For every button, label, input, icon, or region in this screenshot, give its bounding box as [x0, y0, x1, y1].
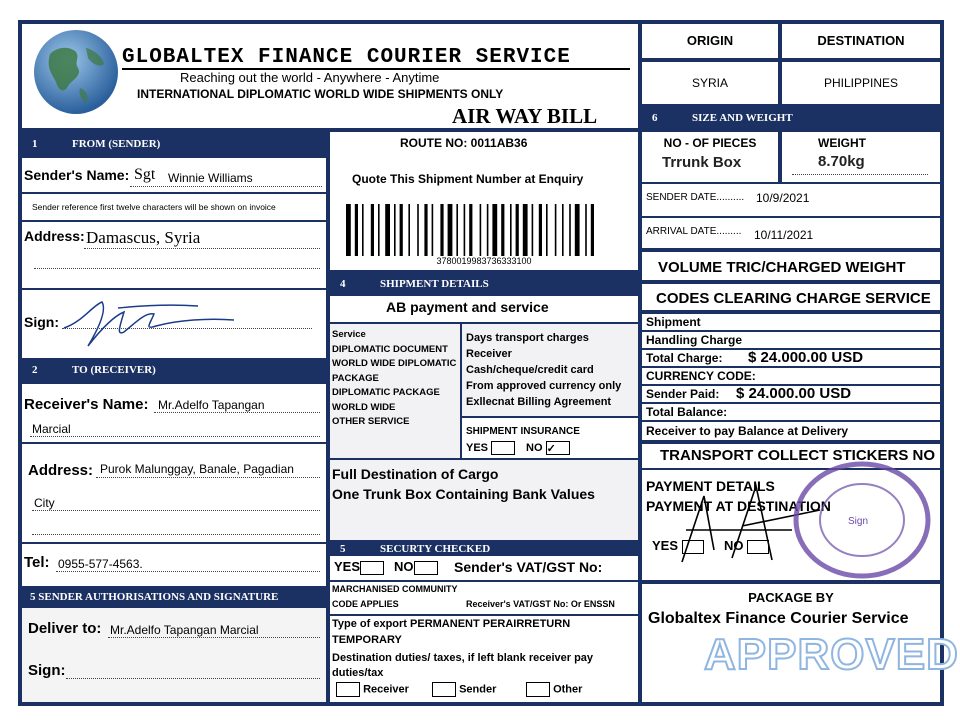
service-list-item: WORLD WIDE DIPLOMATIC [332, 358, 457, 369]
insurance-no-checkbox[interactable]: ✓ [546, 441, 570, 455]
weight-dotted-line [792, 174, 928, 175]
receiver-balance-row: Receiver to pay Balance at Delivery [642, 422, 940, 440]
duties-other-option [526, 682, 582, 697]
approved-stamp: APPROVED [704, 630, 959, 679]
section-security-header [330, 542, 638, 556]
barcode-panel [330, 132, 638, 270]
barcode-bar [532, 204, 534, 256]
shipment-barcode [346, 204, 622, 256]
deliver-to-line [108, 637, 320, 638]
insurance-panel [462, 418, 638, 458]
sender-signature [58, 292, 258, 354]
charges-list-panel [462, 324, 638, 416]
payment-service-title: AB payment and service [330, 296, 638, 322]
payment-destination-label: PAYMENT AT DESTINATION [646, 498, 831, 514]
payment-details-panel [642, 470, 940, 580]
header-panel [22, 24, 638, 128]
service-list-item: OTHER SERVICE [332, 416, 410, 427]
receiver-tel-row [22, 544, 326, 586]
receiver-name-panel [22, 384, 326, 442]
arrival-date-value: 10/11/2021 [754, 228, 814, 242]
authorisation-panel [22, 608, 326, 702]
sender-name-prefix: Sgt [134, 166, 156, 183]
barcode-bar [378, 204, 380, 256]
receiver-address-value-2: City [34, 496, 55, 510]
community-line-1: MARCHANISED COMMUNITY [332, 584, 458, 594]
barcode-bar [408, 204, 410, 256]
barcode-bar [575, 204, 580, 256]
total-charge-value: $ 24.000.00 USD [748, 349, 864, 366]
insurance-label: SHIPMENT INSURANCE [466, 426, 580, 437]
receiver-tel-value: 0955-577-4563. [58, 557, 143, 571]
barcode-bar [355, 204, 358, 256]
barcode-bar [562, 204, 564, 256]
barcode-bar [362, 204, 364, 256]
total-balance-row: Total Balance: [642, 404, 940, 420]
insurance-yes-option [466, 441, 515, 455]
header-subtitle: INTERNATIONAL DIPLOMATIC WORLD WIDE SHIPMENTS ONLY [137, 87, 504, 101]
barcode-bar [371, 204, 374, 256]
barcode-bar [501, 204, 504, 256]
section-size-weight-header [642, 108, 940, 130]
package-by-panel [642, 584, 959, 702]
service-list-item: PACKAGE [332, 372, 379, 384]
barcode-bar [448, 204, 453, 256]
stamp-sign-text: Sign [848, 516, 869, 527]
weight-label: WEIGHT [818, 136, 866, 150]
receiver-name-line-2 [30, 436, 320, 437]
package-by-value: Globaltex Finance Courier Service [648, 610, 909, 627]
service-list-item: DIPLOMATIC DOCUMENT [332, 343, 448, 355]
security-check-row [330, 556, 638, 580]
barcode-bar [469, 204, 472, 256]
authorisation-sign-label: Sign: [28, 662, 66, 679]
duties-line-2: duties/tax [332, 667, 384, 679]
receiver-address-value-1: Purok Malunggay, Banale, Pagadian [100, 462, 294, 476]
receiver-name-value-1: Mr.Adelfo Tapangan [158, 398, 265, 412]
pieces-value: Trrunk Box [662, 154, 742, 171]
shipment-row: Shipment [642, 314, 940, 330]
route-number: ROUTE NO: 0011AB36 [400, 136, 528, 150]
barcode-bar [523, 204, 528, 256]
security-yes-label: YES [334, 559, 361, 574]
receiver-tel-label: Tel: [24, 554, 50, 571]
duties-other-checkbox[interactable] [526, 682, 550, 697]
barcode-bar [440, 204, 443, 256]
duties-receiver-checkbox[interactable] [336, 682, 360, 697]
receiver-tel-line [56, 571, 320, 572]
sender-address-panel [22, 222, 326, 288]
section-number: 5 [340, 543, 346, 555]
quote-text: Quote This Shipment Number at Enquiry [352, 172, 584, 186]
section-title: FROM (SENDER) [72, 138, 161, 150]
reference-note: Sender reference first twelve characters will be shown on invoice [32, 202, 276, 212]
volume-weight-row: VOLUME TRIC/CHARGED WEIGHT [642, 252, 940, 280]
insurance-yes-label: YES [466, 441, 489, 454]
barcode-bar [539, 204, 542, 256]
charges-list-item: Receiver [466, 348, 512, 360]
barcode-bar [432, 204, 434, 256]
barcode-bar [417, 204, 419, 256]
receiver-name-line-1 [154, 412, 320, 413]
barcode-bar [516, 204, 519, 256]
barcode-bar [385, 204, 390, 256]
service-list-item: DIPLOMATIC PACKAGE [332, 387, 440, 398]
barcode-bar [546, 204, 548, 256]
sender-name-row [22, 158, 326, 192]
charges-list-item: Cash/cheque/credit card [466, 364, 594, 376]
barcode-bar [400, 204, 403, 256]
sender-vat-label: Sender's VAT/GST No: [454, 559, 603, 575]
section-number: 4 [340, 278, 346, 290]
security-no-option [394, 559, 438, 575]
section-title: SHIPMENT DETAILS [380, 278, 489, 290]
sender-name-line [130, 186, 322, 187]
sender-sign-panel [22, 290, 326, 358]
document-title: AIR WAY BILL [452, 104, 598, 128]
duties-line-1: Destination duties/ taxes, if left blank receiver pay [332, 652, 594, 664]
payment-yes-label: YES [652, 538, 679, 553]
charges-list-item: From approved currency only [466, 380, 622, 392]
section-title: TO (RECEIVER) [72, 364, 156, 376]
service-list [332, 328, 456, 430]
reference-note-row [22, 194, 326, 220]
security-yes-checkbox[interactable] [360, 561, 384, 575]
service-list-panel [330, 324, 460, 458]
security-yes-option [334, 559, 384, 575]
currency-code-row: CURRENCY CODE: [642, 368, 940, 384]
barcode-bar [456, 204, 458, 256]
receiver-name-value-2: Marcial [32, 422, 71, 436]
sender-name-value: Winnie Williams [168, 171, 253, 185]
duties-sender-label: Sender [459, 683, 497, 696]
insurance-no-option [526, 441, 570, 455]
barcode-bar [464, 204, 466, 256]
deliver-to-value: Mr.Adelfo Tapangan Marcial [110, 623, 259, 637]
address-line-2 [34, 268, 320, 269]
community-row [330, 582, 638, 614]
authorisation-title: 5 SENDER AUTHORISATIONS AND SIGNATURE [30, 591, 279, 603]
duties-sender-checkbox[interactable] [432, 682, 456, 697]
arrival-date-row [642, 218, 940, 248]
section-number: 2 [32, 364, 38, 376]
section-to-header [22, 360, 326, 382]
cargo-line-1: Full Destination of Cargo [332, 466, 499, 482]
sender-date-label: SENDER DATE.......... [646, 192, 745, 203]
barcode-bar [394, 204, 396, 256]
codes-clearing-row: CODES CLEARING CHARGE SERVICE [642, 284, 940, 310]
address-line-1 [84, 248, 320, 249]
barcode-bar [346, 204, 351, 256]
sender-name-label: Sender's Name: [24, 167, 130, 183]
receiver-address-line-3 [32, 534, 320, 535]
globe-icon [28, 28, 124, 118]
barcode-bar [569, 204, 571, 256]
service-list-item: Service [332, 329, 366, 340]
section-title: SECURTY CHECKED [380, 543, 491, 555]
authorisation-header [22, 588, 326, 606]
section-from-header [22, 134, 326, 156]
duties-receiver-option [336, 682, 409, 697]
payment-no-label: NO [724, 538, 744, 553]
destination-label: DESTINATION [782, 24, 940, 58]
security-no-checkbox[interactable] [414, 561, 438, 575]
barcode-number: 37800199837363331​00 [436, 256, 532, 266]
receiver-address-line-1 [96, 477, 320, 478]
transport-stickers-row: TRANSPORT COLLECT STICKERS NO [642, 444, 940, 468]
barcode-bar [510, 204, 512, 256]
tagline: Reaching out the world - Anywhere - Anytime [180, 70, 440, 85]
weight-cell [782, 132, 940, 182]
total-charge-label: Total Charge: [646, 351, 723, 365]
sender-paid-value: $ 24.000.00 USD [736, 385, 852, 402]
sender-paid-row [642, 386, 940, 402]
duties-sender-option [432, 682, 496, 697]
total-charge-row [642, 350, 940, 366]
receiver-vat-label: Receiver's VAT/GST No: Or ENSSN [466, 599, 615, 609]
section-shipment-header [330, 274, 638, 294]
payment-details-label: PAYMENT DETAILS [646, 478, 775, 494]
duties-receiver-label: Receiver [363, 683, 409, 696]
barcode-bar [424, 204, 427, 256]
insurance-no-label: NO [526, 441, 543, 454]
cargo-panel [330, 460, 638, 540]
charges-list-item: Days transport charges [466, 332, 589, 344]
receiver-address-panel [22, 444, 326, 542]
barcode-bar [585, 204, 587, 256]
sender-date-value: 10/9/2021 [756, 191, 810, 205]
handling-charge-row: Handling Charge [642, 332, 940, 348]
charges-list-item: Exllecnat Billing Agreement [466, 396, 612, 408]
origin-value: SYRIA [642, 62, 778, 104]
pieces-label: NO - OF PIECES [663, 136, 757, 150]
cargo-line-2: One Trunk Box Containing Bank Values [332, 486, 595, 502]
pieces-cell [642, 132, 778, 182]
section-number: 6 [652, 112, 658, 124]
charges-list [466, 330, 621, 410]
sender-sign-label: Sign: [24, 314, 59, 330]
receiver-name-label: Receiver's Name: [24, 396, 149, 413]
origin-label: ORIGIN [642, 24, 778, 58]
destination-value: PHILIPPINES [782, 62, 940, 104]
receiver-address-label: Address: [28, 462, 94, 479]
package-by-label: PACKAGE BY [748, 590, 834, 605]
company-stamp [788, 458, 936, 582]
barcode-bar [480, 204, 482, 256]
community-line-2: CODE APPLIES [332, 599, 399, 609]
barcode-bar [591, 204, 594, 256]
section-number: 1 [32, 138, 38, 150]
security-no-label: NO [394, 559, 414, 574]
service-list-item: WORLD WIDE [332, 401, 396, 413]
export-line-1: Type of export PERMANENT PERAIRRETURN [332, 618, 571, 630]
weight-value: 8.70kg [818, 153, 865, 170]
sender-paid-label: Sender Paid: [646, 387, 720, 401]
sender-address-value: Damascus, Syria [86, 228, 201, 247]
sender-date-row [642, 184, 940, 216]
barcode-bar [555, 204, 557, 256]
arrival-date-label: ARRIVAL DATE......... [646, 226, 742, 237]
company-name: GLOBALTEX FINANCE COURIER SERVICE [122, 46, 571, 69]
authorisation-sign-line [66, 678, 320, 679]
barcode-bar [487, 204, 489, 256]
duties-other-label: Other [553, 683, 583, 696]
export-line-2: TEMPORARY [332, 634, 402, 646]
insurance-yes-checkbox[interactable] [491, 441, 515, 455]
deliver-to-label: Deliver to: [28, 620, 102, 637]
section-title: SIZE AND WEIGHT [692, 112, 793, 124]
receiver-address-line-2 [32, 510, 320, 511]
export-panel [330, 616, 638, 702]
barcode-bar [492, 204, 497, 256]
sender-address-label: Address: [24, 228, 85, 244]
